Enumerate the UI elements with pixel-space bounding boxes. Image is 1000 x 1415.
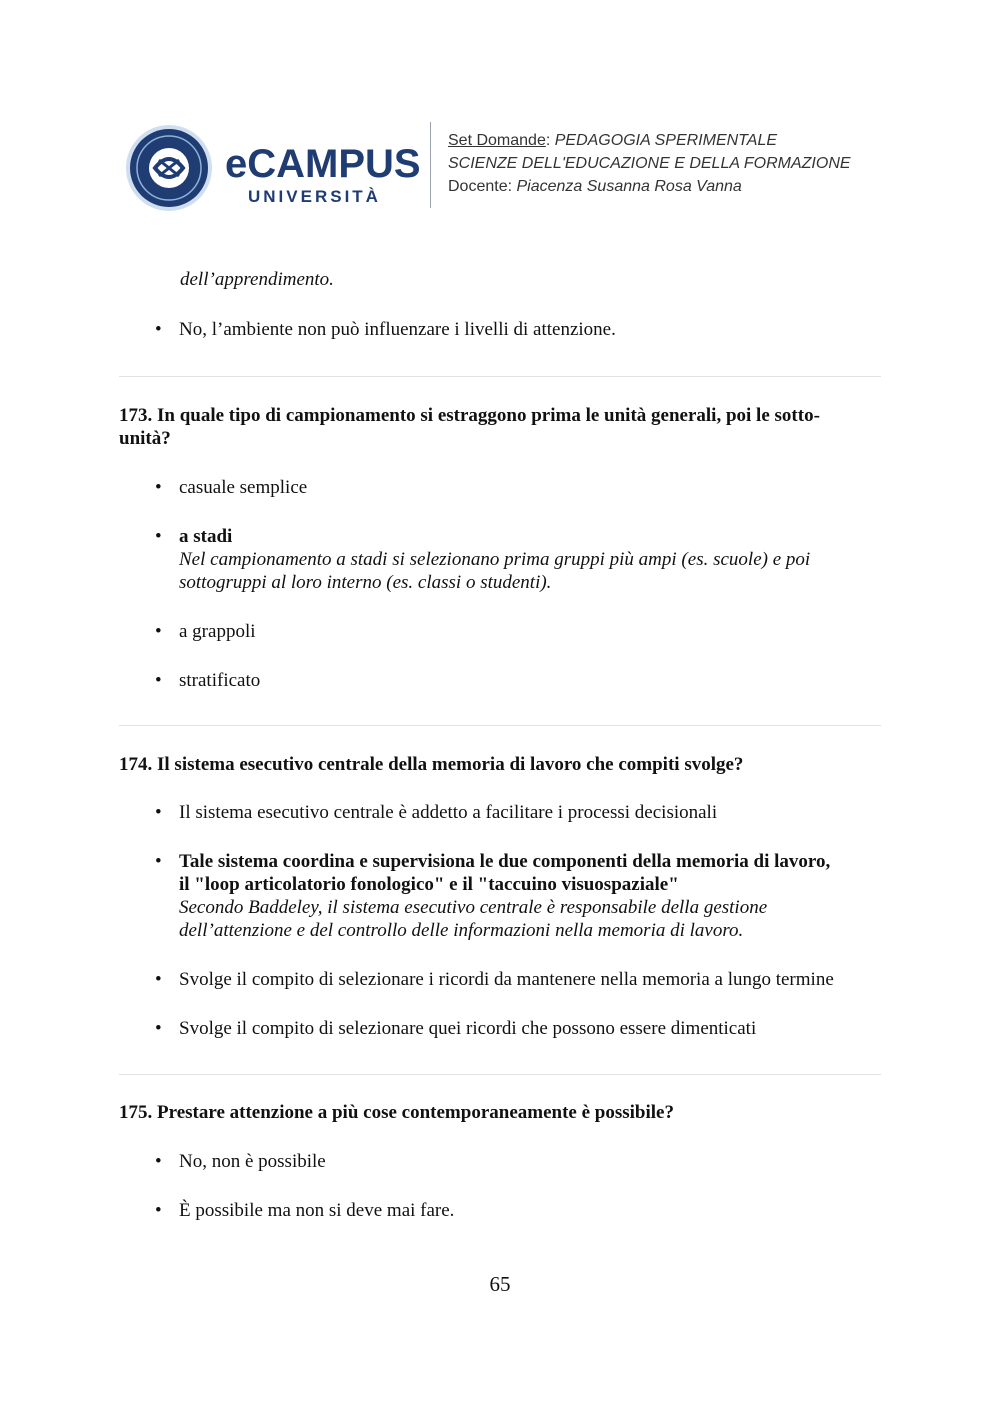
page-number: 65	[489, 1272, 511, 1296]
teacher-label: Docente	[448, 178, 508, 195]
option-text: Svolge il compito di selezionare quei ricordi che possono essere dimenticati	[179, 1018, 757, 1039]
bullet-icon: •	[155, 319, 162, 340]
teacher-line: Docente: Piacenza Susanna Rosa Vanna	[448, 178, 742, 195]
header-info	[448, 129, 851, 198]
correct-answer-line: Tale sistema coordina e supervisiona le due componenti della memoria di lavoro,	[179, 851, 831, 872]
question-173	[119, 404, 879, 450]
header-divider	[430, 122, 431, 208]
option-text: Svolge il compito di selezionare i ricordi da mantenere nella memoria a lungo termine	[179, 969, 834, 990]
separator	[119, 725, 881, 726]
explanation-line: dell’attenzione e del controllo delle informazioni nella memoria di lavoro.	[179, 920, 744, 941]
option-text: stratificato	[179, 670, 261, 691]
bullet-icon: •	[155, 477, 162, 498]
option-text	[179, 525, 884, 594]
ecampus-seal-logo	[125, 124, 213, 212]
brand-subtitle: UNIVERSITÀ	[248, 187, 381, 206]
explanation-line: sottogruppi al loro interno (es. classi o studenti).	[179, 572, 552, 593]
option-text: a grappoli	[179, 621, 256, 642]
course-name: SCIENZE DELL'EDUCAZIONE E DELLA FORMAZIONE	[448, 155, 851, 172]
separator	[119, 376, 881, 377]
question-175: 175. Prestare attenzione a più cose contemporaneamente è possibile?	[119, 1102, 674, 1123]
question-line: unità?	[119, 428, 171, 449]
set-label: Set Domande	[448, 132, 546, 149]
bullet-icon: •	[155, 621, 162, 642]
bullet-icon: •	[155, 969, 162, 990]
bullet-icon: •	[155, 1200, 162, 1221]
separator	[119, 1074, 881, 1075]
bullet-icon: •	[155, 1018, 162, 1039]
question-line: 173. In quale tipo di campionamento si estraggono prima le unità generali, poi le sotto-	[119, 405, 820, 426]
bullet-icon: •	[155, 1151, 162, 1172]
set-value: PEDAGOGIA SPERIMENTALE	[554, 132, 778, 149]
option-text: Il sistema esecutivo centrale è addetto a facilitare i processi decisionali	[179, 802, 718, 823]
option-text: È possibile ma non si deve mai fare.	[179, 1200, 455, 1221]
option-text: casuale semplice	[179, 477, 308, 498]
bullet-icon: •	[155, 802, 162, 823]
question-174: 174. Il sistema esecutivo centrale della memoria di lavoro che compiti svolge?	[119, 754, 744, 775]
bullet-icon: •	[155, 851, 162, 872]
brand-name: eCAMPUS	[225, 142, 421, 186]
explanation-line: Secondo Baddeley, il sistema esecutivo centrale è responsabile della gestione	[179, 897, 768, 918]
teacher-value: Piacenza Susanna Rosa Vanna	[516, 178, 742, 195]
document-header	[125, 120, 885, 212]
set-line: Set Domande: PEDAGOGIA SPERIMENTALE	[448, 132, 778, 149]
continuation-text: dell’apprendimento.	[180, 269, 334, 290]
ecampus-wordmark	[225, 144, 425, 204]
correct-answer-line: il "loop articolatorio fonologico" e il "taccuino visuospaziale"	[179, 874, 679, 895]
option-text	[179, 850, 884, 942]
option-text: No, non è possibile	[179, 1151, 326, 1172]
option-text: No, l’ambiente non può influenzare i livelli di attenzione.	[179, 319, 616, 340]
explanation-line: Nel campionamento a stadi si selezionano prima gruppi più ampi (es. scuole) e poi	[179, 549, 811, 570]
correct-answer: a stadi	[179, 526, 233, 547]
bullet-icon: •	[155, 526, 162, 547]
bullet-icon: •	[155, 670, 162, 691]
